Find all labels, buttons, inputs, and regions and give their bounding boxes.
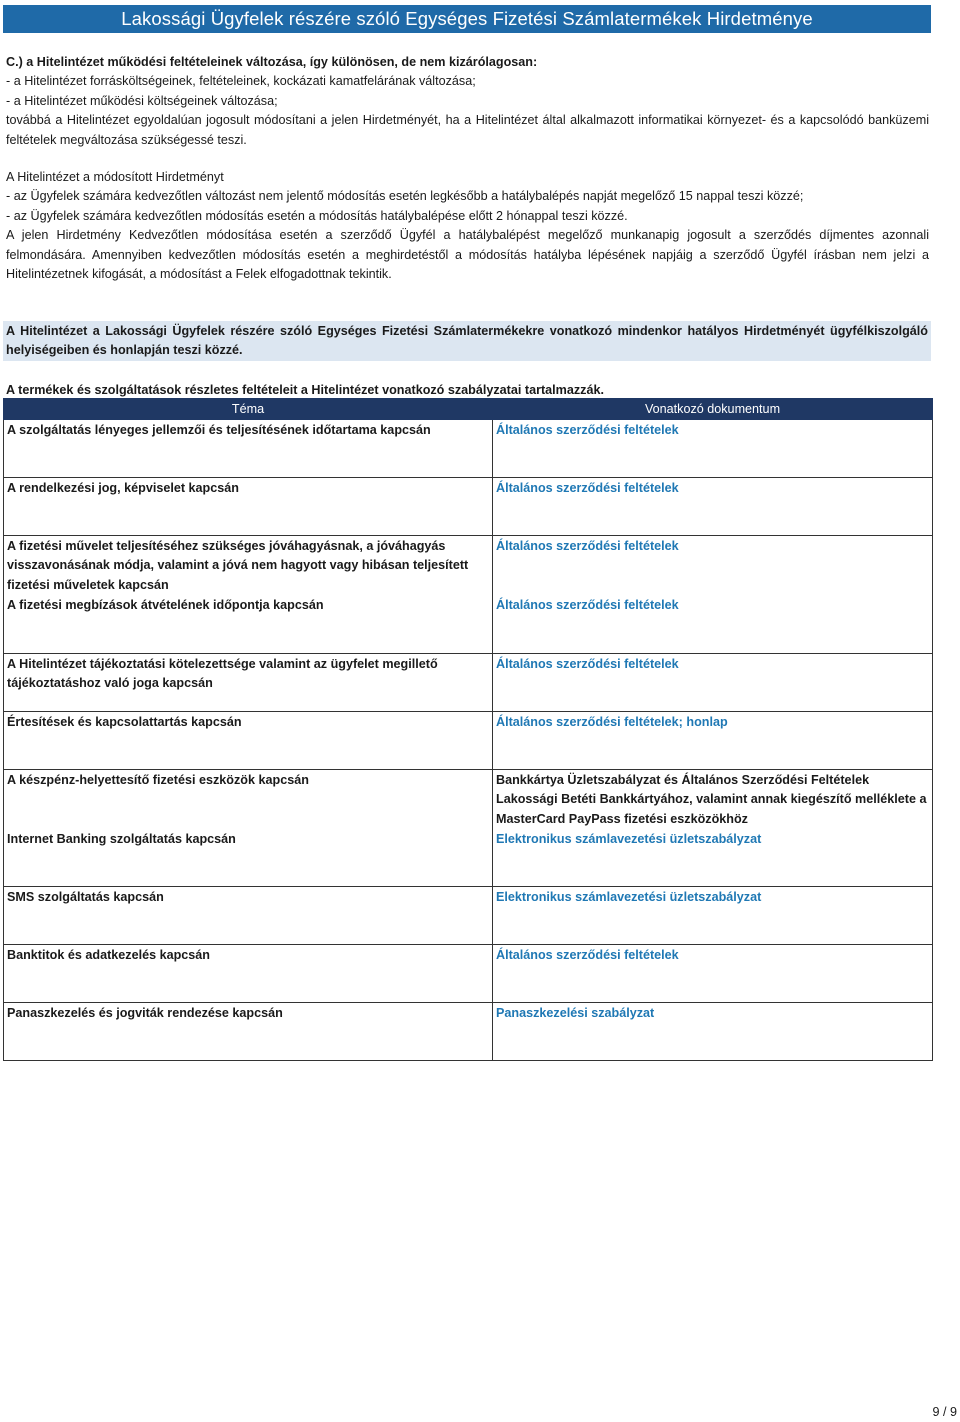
row-document-link[interactable]: Általános szerződési feltételek — [493, 478, 933, 536]
row-topic: A fizetési művelet teljesítéséhez szükséges jóváhagyásnak, a jóváhagyás visszavonásának módja, valamint a jóvá nem hagyott vagy hibásan teljesített fizetési műveletek kapcsán — [4, 536, 493, 596]
row-document-text: Bankkártya Üzletszabályzat és Általános Szerződési Feltételek Lakossági Betéti Bankkártyához, valamint annak kiegészítő melléklete a MasterCard PayPass fizetési eszközökhöz — [493, 769, 933, 829]
header-document: Vonatkozó dokumentum — [493, 399, 933, 420]
documents-table — [3, 398, 933, 1061]
row-topic: A fizetési megbízások átvételének időpontja kapcsán — [4, 595, 493, 653]
row-topic: SMS szolgáltatás kapcsán — [4, 887, 493, 945]
table-row — [4, 945, 933, 1003]
modified-item: - az Ügyfelek számára kedvezőtlen változást nem jelentő módosítás esetén legkésőbb a hatálybalépés napját megelőző 15 nappal teszi közzé; — [6, 189, 804, 204]
row-topic: Banktitok és adatkezelés kapcsán — [4, 945, 493, 1003]
table-intro: A termékek és szolgáltatások részletes feltételeit a Hitelintézet vonatkozó szabályzatai tartalmazzák. — [6, 383, 604, 397]
row-topic: Értesítések és kapcsolattartás kapcsán — [4, 711, 493, 769]
table-row — [4, 1003, 933, 1061]
row-topic: A Hitelintézet tájékoztatási kötelezettsége valamint az ügyfelet megillető tájékoztatáshoz való joga kapcsán — [4, 653, 493, 711]
row-topic: A készpénz-helyettesítő fizetési eszközök kapcsán — [4, 769, 493, 829]
table-row — [4, 887, 933, 945]
modified-intro: A Hitelintézet a módosított Hirdetményt — [6, 170, 224, 184]
table-row — [4, 536, 933, 596]
row-topic: Panaszkezelés és jogviták rendezése kapcsán — [4, 1003, 493, 1061]
page-title-banner: Lakossági Ügyfelek részére szóló Egységes Fizetési Számlatermékek Hirdetménye — [3, 5, 931, 33]
table-row — [4, 653, 933, 711]
table-row — [4, 420, 933, 478]
table-row — [4, 478, 933, 536]
row-document-link[interactable]: Elektronikus számlavezetési üzletszabályzat — [493, 887, 933, 945]
section-c-tail: továbbá a Hitelintézet egyoldalúan jogosult módosítani a jelen Hirdetményét, ha a Hitelintézet által alkalmazott informatikai környezet- és a kapcsolódó banküzemi feltételek megváltozása szükségessé teszi. — [6, 113, 929, 147]
section-c-item: - a Hitelintézet forrásköltségeinek, feltételeinek, kockázati kamatfelárának változása; — [6, 74, 476, 89]
table-header-row — [4, 399, 933, 420]
row-document-link[interactable]: Panaszkezelési szabályzat — [493, 1003, 933, 1061]
row-document-link[interactable]: Általános szerződési feltételek — [493, 595, 933, 653]
table-row — [4, 711, 933, 769]
termination-paragraph: A jelen Hirdetmény Kedvezőtlen módosítása esetén a szerződő Ügyfél a hatálybalépést megelőző munkanapig jogosult a szerződés díjmentes azonnali felmondására. Amennyiben kedvezőtlen módosítás esetén a meghirdetéstől a módosítás hatályba lépésének napjáig a szerződő Ügyfél írásban nem jelzi a Hitelintézetnek kifogását, a módosítást a Felek elfogadottnak tekintik. — [6, 228, 929, 282]
page-number: 9 / 9 — [932, 1405, 957, 1419]
row-topic: A szolgáltatás lényeges jellemzői és teljesítésének időtartama kapcsán — [4, 420, 493, 478]
row-document-link[interactable]: Általános szerződési feltételek — [493, 536, 933, 596]
row-document-link[interactable]: Elektronikus számlavezetési üzletszabályzat — [493, 829, 933, 887]
row-document-link[interactable]: Általános szerződési feltételek — [493, 945, 933, 1003]
publication-notice: A Hitelintézet a Lakossági Ügyfelek részére szóló Egységes Fizetési Számlatermékekre vonatkozó mindenkor hatályos Hirdetményét ügyfélkiszolgáló helyiségeiben és honlapján teszi közzé. — [6, 324, 928, 358]
table-row — [4, 595, 933, 653]
modified-item: - az Ügyfelek számára kedvezőtlen módosítás esetén a módosítás hatálybalépése előtt 2 hónappal teszi közzé. — [6, 208, 628, 223]
section-c-heading: C.) a Hitelintézet működési feltételeinek változása, így különösen, de nem kizárólagosan: — [6, 55, 538, 69]
table-row — [4, 829, 933, 887]
table-row — [4, 769, 933, 829]
row-document-link[interactable]: Általános szerződési feltételek — [493, 420, 933, 478]
header-topic: Téma — [4, 399, 493, 420]
row-topic: Internet Banking szolgáltatás kapcsán — [4, 829, 493, 887]
section-c — [6, 53, 929, 150]
row-document-link[interactable]: Általános szerződési feltételek; honlap — [493, 711, 933, 769]
modified-notice-section — [6, 168, 929, 284]
row-document-link[interactable]: Általános szerződési feltételek — [493, 653, 933, 711]
section-c-item: - a Hitelintézet működési költségeinek változása; — [6, 93, 278, 108]
row-topic: A rendelkezési jog, képviselet kapcsán — [4, 478, 493, 536]
